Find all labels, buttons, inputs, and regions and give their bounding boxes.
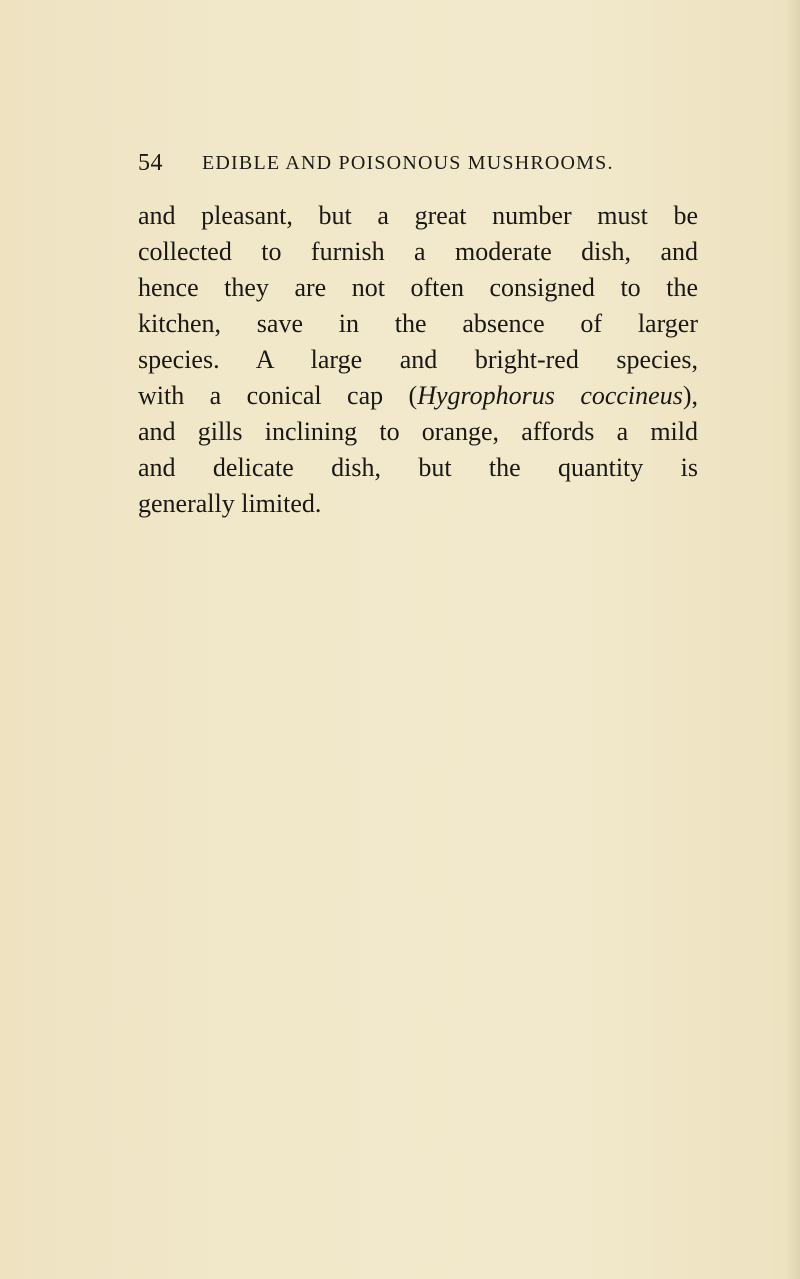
running-head: EDIBLE AND POISONOUS MUSHROOMS. <box>202 152 614 174</box>
page-header <box>138 150 698 184</box>
text-line: collected to furnish a moderate dish, and <box>138 237 698 266</box>
page-edge-shadow <box>786 0 800 1279</box>
text-line: species. A large and bright-red species, <box>138 345 698 374</box>
text-line-with-species-name <box>138 378 698 414</box>
text-line: kitchen, save in the absence of larger <box>138 309 698 338</box>
text-line: and pleasant, but a great number must be <box>138 201 698 230</box>
text-line: and gills inclining to orange, affords a mild <box>138 417 698 446</box>
text-fragment: with a conical cap ( <box>138 381 418 410</box>
text-line: hence they are not often consigned to the <box>138 273 698 302</box>
species-name: Hygrophorus coccineus <box>417 381 683 410</box>
body-paragraph <box>138 198 698 522</box>
page-number: 54 <box>138 150 163 176</box>
text-fragment: ), <box>682 381 698 410</box>
text-line: and delicate dish, but the quantity is <box>138 453 698 482</box>
text-line: generally limited. <box>138 489 322 518</box>
